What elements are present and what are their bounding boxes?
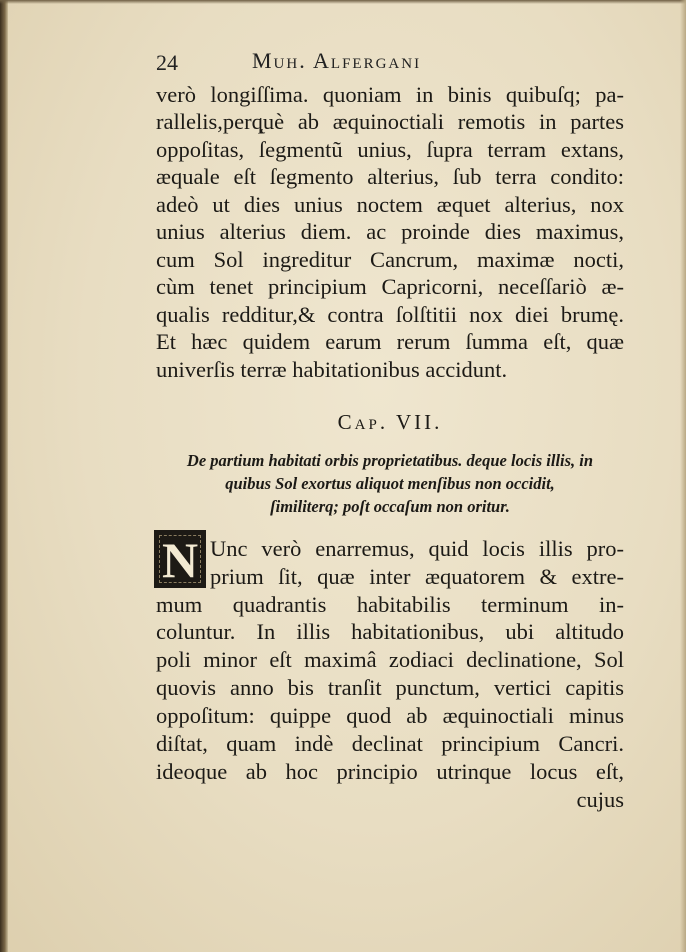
text-line: qualis redditur,& contra ſolſtitii nox diei brumę.: [156, 302, 624, 327]
page-top-edge: [0, 0, 686, 4]
drop-cap-letter: N: [161, 532, 199, 588]
text-line: mum quadrantis habitabilis terminum in-: [156, 592, 624, 617]
text-line: adeò ut dies unius noctem æquet alterius, nox: [156, 192, 624, 217]
drop-cap-ornament: [154, 530, 206, 588]
chapter-subtitle-line: De partium habitati orbis proprietatibus. deque locis illis, in: [186, 451, 594, 470]
text-line: quovis anno bis tranſit punctum, vertici capitis: [156, 675, 624, 700]
text-line: coluntur. In illis habitationibus, ubi altitudo: [156, 619, 624, 644]
text-line: oppoſitum: quippe quod ab æquinoctiali minus: [156, 703, 624, 728]
catchword: cujus: [576, 787, 624, 812]
text-line: rallelis,perq̨uè ab æquinoctiali remotis in partes: [156, 109, 624, 134]
text-line: diſtat, quam indè declinat principium Cancri.: [156, 731, 624, 756]
text-line: cùm tenet principium Capricorni, neceſſariò æ-: [156, 274, 624, 299]
text-line: ideoque ab hoc principio utrinque locus eſt,: [156, 759, 624, 784]
running-head: Muh. Alfergani: [252, 48, 422, 73]
text-line: cum Sol ingreditur Cancrum, maximæ nocti,: [156, 247, 624, 272]
text-line: Et hæc quidem earum rerum ſumma eſt, quæ: [156, 329, 624, 354]
chapter-heading: Cap. VII.: [337, 410, 443, 434]
text-line: unius alterius diem. ac proinde dies maximus,: [156, 219, 624, 244]
text-line: poli minor eſt maximâ zodiaci declinatione, Sol: [156, 647, 624, 672]
chapter-subtitle-line: quibus Sol exortus aliquot menſibus non occidit,: [225, 474, 555, 493]
text-line: Unc verò enarremus, quid locis illis pro-: [210, 536, 624, 561]
text-line: prium ſit, quæ inter æquatorem & extre-: [210, 564, 624, 589]
text-line: oppoſitas, ſegmentũ unius, ſupra terram extans,: [156, 137, 624, 162]
text-line: univerſis terræ habitationibus accidunt.: [156, 357, 508, 382]
binding-gutter: [0, 0, 8, 952]
text-line: verò longiſſima. quoniam in binis quibuſq; pa-: [156, 82, 624, 107]
page-right-edge: [680, 0, 686, 952]
text-line: æquale eſt ſegmento alterius, ſub terra condito:: [156, 164, 624, 189]
chapter-subtitle-line: ſimiliterq; poſt occaſum non oritur.: [270, 497, 510, 516]
page-number: 24: [156, 50, 178, 75]
